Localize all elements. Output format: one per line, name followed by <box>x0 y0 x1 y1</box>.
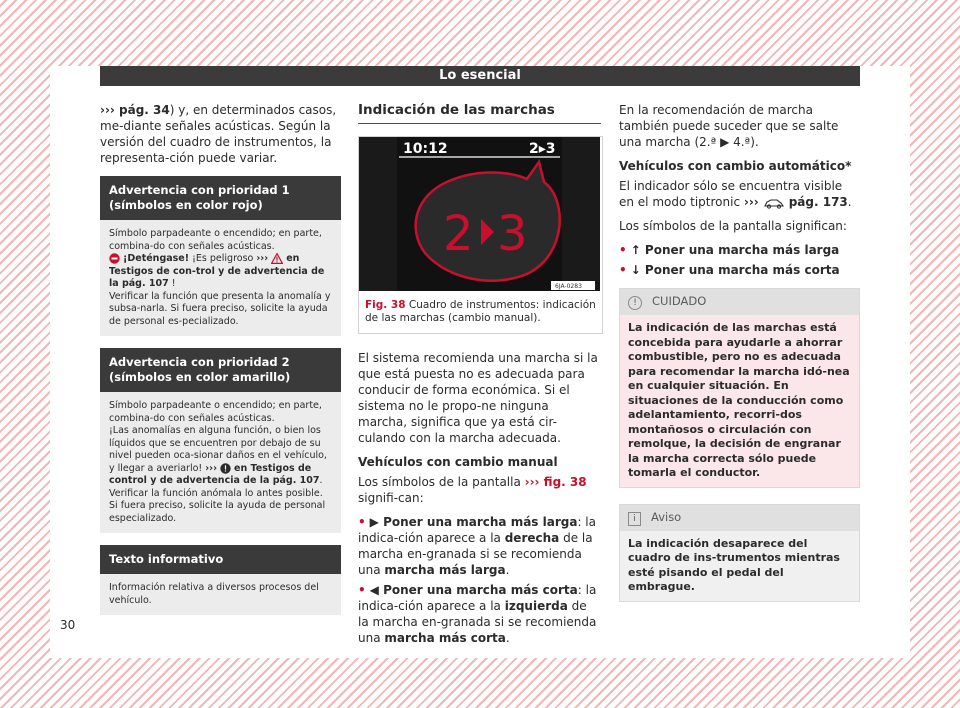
arrow-down-icon: ↓ <box>630 263 645 277</box>
figure-caption: Fig. 38 Cuadro de instrumentos: indicación de las marchas (cambio manual). <box>365 299 596 324</box>
auto-item-downshift: • ↓ Poner una marcha más corta <box>619 263 840 277</box>
column-middle <box>358 102 601 650</box>
column-right <box>619 102 860 618</box>
figure-38 <box>358 136 603 334</box>
caution-title: CUIDADO <box>652 294 707 308</box>
list-item-downshift: • ◀ Poner una marcha más corta: la indica-ción aparece a la izquierda de la marcha en-granada si se recomienda una marcha más corta. <box>358 583 597 645</box>
tiptronic-paragraph: El indicador sólo se encuentra visible en el modo tiptronic ››› pág. 173. <box>619 179 852 209</box>
auto-item-upshift: • ↑ Poner una marcha más larga <box>619 243 840 257</box>
clock-text: 10:12 <box>403 141 448 157</box>
big-gear-from: 2 <box>443 206 474 262</box>
stop-icon <box>109 253 120 264</box>
caution-text: La indicación de las marchas está concebida para ayudarle a ahorrar combustible, pero no es adecuada para recomendar la marcha idó-nea en cualquier situación. En situaciones de la conducción como adelantamiento, recorri-dos montañosos o circulación con remolque, la decisión de engranar la marcha correcta sólo puede tomarla el conductor. <box>620 315 859 487</box>
fig-link[interactable]: ››› fig. 38 <box>524 475 587 489</box>
priority1-body: Símbolo parpadeante o encendido; en parte, combina-do con señales acústicas. ¡Deténgase! ¡Es peligroso ››› en Testigos de con-trol y de advertencia de la pág. 107 ! Verificar la función que presenta la anomalía y subsa-narla. Si fuera preciso, solicite la ayuda de personal es-pecializado. <box>109 228 331 327</box>
system-paragraph: El sistema recomienda una marcha si la que está puesta no es adecuada para conducir de forma económica. Si el sistema no le propo-ne ninguna marcha, significa que ya está cir-culando con la marcha adecuada. <box>358 351 598 445</box>
intro-paragraph: ››› pág. 34) y, en determinados casos, me-diante señales acústicas. Según la versión del cuadro de instrumentos, la representa-ción puede variar. <box>100 103 337 165</box>
warning-triangle-icon <box>271 253 283 264</box>
section-title: Indicación de las marchas <box>358 102 601 124</box>
arrow-up-icon: ↑ <box>630 243 645 257</box>
column-left <box>100 102 341 627</box>
gear-display-svg <box>359 137 600 291</box>
automatic-subtitle: Vehículos con cambio automático* <box>619 159 852 173</box>
symbols-meaning: Los símbolos de la pantalla significan: <box>619 219 847 233</box>
figure-code: 6JA-0283 <box>555 283 582 290</box>
car-book-icon <box>763 197 785 209</box>
small-gear-text: 2▸3 <box>529 141 556 157</box>
info-circle-icon <box>220 463 231 474</box>
priority2-title: Advertencia con prioridad 2 (símbolos en color amarillo) <box>100 348 341 392</box>
priority1-title: Advertencia con prioridad 1 (símbolos en color rojo) <box>100 176 341 220</box>
chapter-header: Lo esencial <box>100 66 860 86</box>
aviso-title: Aviso <box>651 509 682 524</box>
triangle-left-icon: ◀ <box>369 583 384 597</box>
triangle-right-icon: ▶ <box>369 515 384 529</box>
aviso-text: La indicación desaparece del cuadro de ins-trumentos mientras esté pisando el pedal del embrague. <box>620 531 859 601</box>
priority2-box <box>100 348 341 533</box>
info-text-body: Información relativa a diversos procesos del vehículo. <box>109 582 319 606</box>
manual-subtitle: Vehículos con cambio manual <box>358 455 558 469</box>
info-icon: i <box>628 512 641 526</box>
symbols-paragraph: Los símbolos de la pantalla ››› fig. 38 signifi-can: <box>358 475 587 505</box>
aviso-box <box>619 504 860 602</box>
warning-link[interactable]: en Testigos de con-trol y de advertencia de la pág. 107 <box>109 253 325 289</box>
list-item-upshift: • ▶ Poner una marcha más larga: la indica-ción aparece a la derecha de la marcha en-granada si se recomienda una marcha más larga. <box>358 515 596 577</box>
page-link[interactable]: ››› pág. 34 <box>100 103 170 117</box>
caution-box <box>619 288 860 488</box>
priority1-box <box>100 176 341 336</box>
tiptronic-link[interactable]: pág. 173 <box>788 195 848 209</box>
testigos-link[interactable]: en Testigos de control y de advertencia de la pág. 107 <box>109 462 320 486</box>
info-text-title: Texto informativo <box>100 545 341 574</box>
info-text-box <box>100 545 341 615</box>
skip-gear-paragraph: En la recomendación de marcha también puede suceder que se salte una marcha (2.ª ▶ 4.ª). <box>619 103 839 149</box>
big-gear-to: 3 <box>497 206 528 262</box>
priority2-body: Símbolo parpadeante o encendido; en parte, combina-do con señales acústicas. ¡Las anomalías en alguna función, o bien los líquidos que se encuentren por debajo de su nivel pueden oca-sionar daños en el vehículo, y llegar a averiarlo! ››› en Testigos de control y de advertencia de la pág. 107. Verificar la función anómala lo antes posible. Si fuera preciso, solicite la ayuda de personal especializado. <box>109 400 327 524</box>
gear-display-image <box>359 137 600 291</box>
caution-icon: ! <box>628 296 642 310</box>
page-number: 30 <box>60 618 76 632</box>
